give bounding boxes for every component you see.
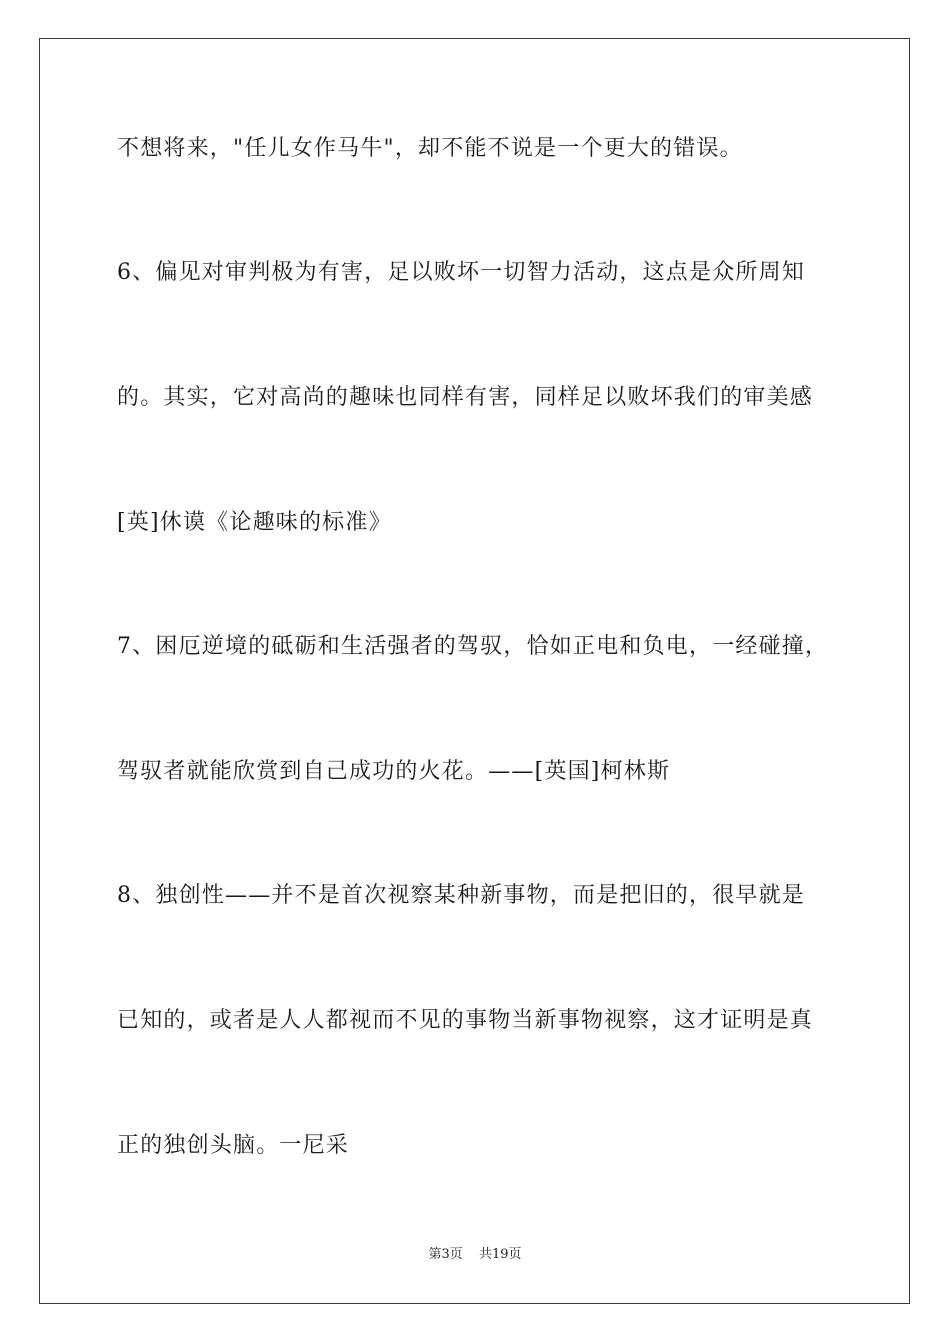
text-line: [英]休谟《论趣味的标准》 [117, 510, 392, 535]
text-line: 8、独创性——并不是首次视察某种新事物，而是把旧的，很早就是 [117, 883, 805, 908]
text-line: 不想将来，"任儿女作马牛"，却不能不说是一个更大的错误。 [117, 136, 743, 161]
page-number: 第3页 [428, 1247, 463, 1262]
page-frame [39, 38, 910, 1304]
text-line: 正的独创头脑。一尼采 [117, 1133, 350, 1158]
total-pages: 共19页 [478, 1247, 522, 1262]
text-line: 7、困厄逆境的砥砺和生活强者的驾驭，恰如正电和负电，一经碰撞， [117, 634, 829, 659]
text-line: 6、偏见对审判极为有害，足以败坏一切智力活动，这点是众所周知 [117, 260, 805, 285]
page-footer [0, 1246, 950, 1264]
text-line: 驾驭者就能欣赏到自己成功的火花。——[英国]柯林斯 [117, 759, 671, 784]
text-line: 已知的，或者是人人都视而不见的事物当新事物视察，这才证明是真 [117, 1008, 814, 1033]
text-line: 的。其实，它对高尚的趣味也同样有害，同样足以败坏我们的审美感 [117, 385, 814, 410]
